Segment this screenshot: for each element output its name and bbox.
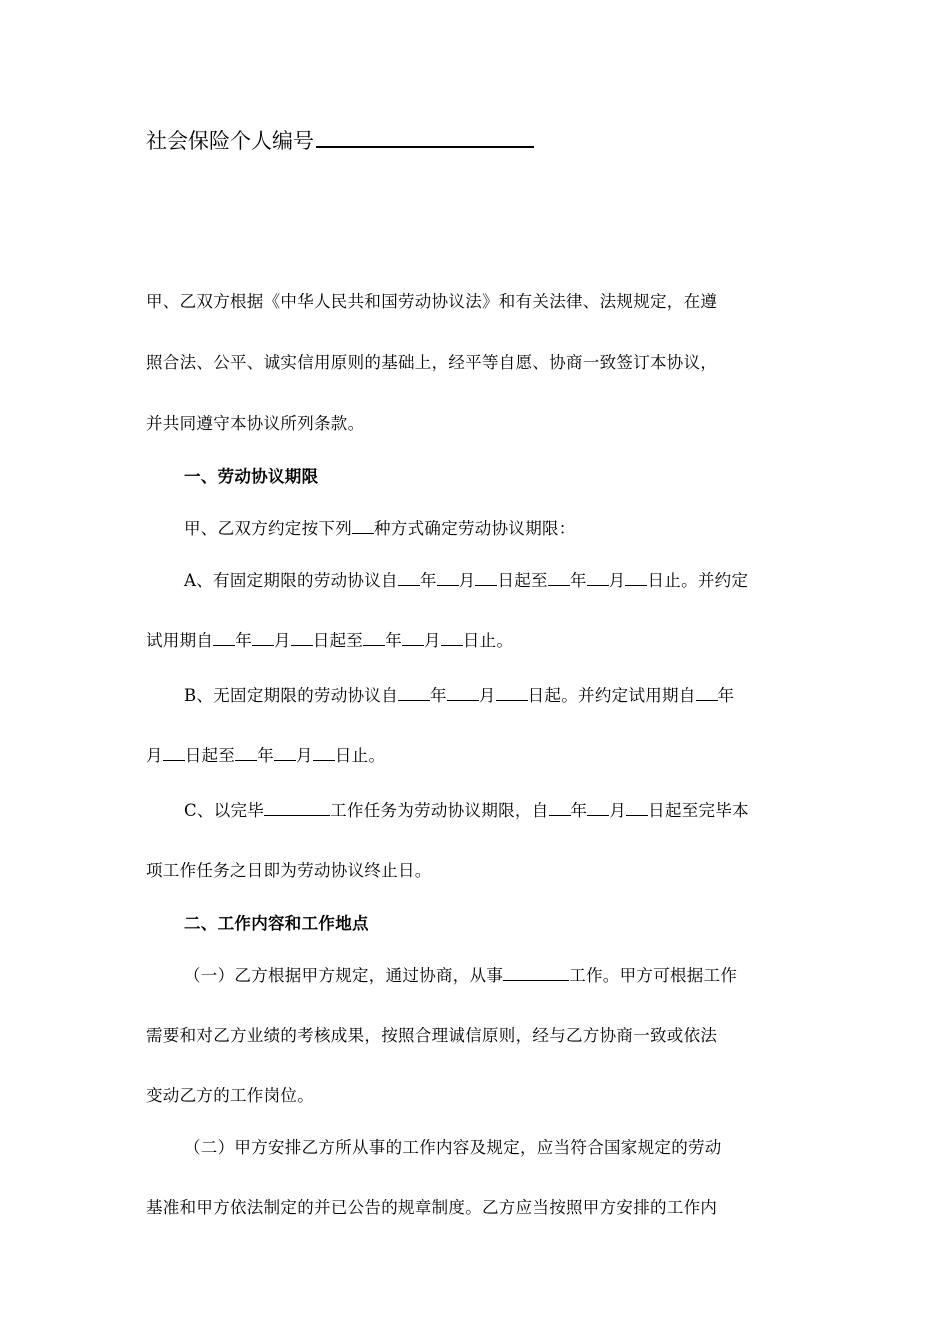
blank[interactable] [696, 684, 718, 701]
month-label: 月 [609, 801, 627, 820]
day-end-label: 日止。 [334, 746, 386, 765]
blank[interactable] [441, 629, 463, 646]
blank[interactable] [363, 629, 385, 646]
social-insurance-number-label: 社会保险个人编号 [146, 129, 314, 153]
section-1-title: 一、劳动协议期限 [184, 467, 319, 486]
year-label: 年 [430, 686, 447, 705]
year-label: 年 [419, 571, 437, 590]
option-a-line-2 [146, 627, 806, 651]
month-label: 月 [478, 686, 496, 705]
clause-2-line-2: 基准和甲方依法制定的并已公告的规章制度。乙方应当按照甲方安排的工作内 [146, 1198, 718, 1217]
blank[interactable] [402, 629, 424, 646]
day-from-label: 日起。并约定试用期自 [527, 686, 696, 705]
clause-1-line-2: 需要和对乙方业绩的考核成果，按照合理诚信原则，经与乙方协商一致或依法 [146, 1026, 718, 1045]
term-method-text-b: 种方式确定劳动协议期限： [374, 519, 576, 538]
clause-2-line-1: （二）甲方安排乙方所从事的工作内容及规定，应当符合国家规定的劳动 [184, 1138, 722, 1157]
blank[interactable] [437, 569, 459, 586]
day-from-label: 日起至 [184, 746, 236, 765]
option-b-text: B、无固定期限的劳动协议自 [184, 686, 399, 705]
blank[interactable] [475, 569, 497, 586]
blank[interactable] [252, 629, 274, 646]
blank[interactable] [163, 744, 185, 761]
clause-1-text-b: 工作。甲方可根据工作 [569, 966, 738, 985]
intro-line-3: 并共同遵守本协议所列条款。 [146, 414, 365, 433]
task-term-text: 工作任务为劳动协议期限，自 [330, 801, 549, 820]
year-label: 年 [235, 631, 253, 650]
clause-1-line-3: 变动乙方的工作岗位。 [146, 1086, 314, 1105]
month-label: 月 [608, 571, 626, 590]
blank[interactable] [587, 799, 609, 816]
social-insurance-number-line [146, 124, 534, 155]
year-label: 年 [257, 746, 275, 765]
day-from-label: 日起至 [497, 571, 548, 590]
year-label: 年 [570, 801, 588, 820]
probation-label: 试用期自 [146, 631, 214, 650]
intro-line-1: 甲、乙双方根据《中华人民共和国劳动协议法》和有关法律、法规规定，在遵 [146, 292, 718, 311]
term-method-text-a: 甲、乙双方约定按下列 [184, 519, 352, 538]
blank[interactable] [548, 569, 570, 586]
option-c-line-2: 项工作任务之日即为劳动协议终止日。 [146, 861, 432, 880]
option-c-text: C、以完毕 [184, 801, 265, 820]
clause-1-text-a: （一）乙方根据甲方规定，通过协商，从事 [184, 966, 504, 985]
blank[interactable] [213, 629, 235, 646]
year-label: 年 [717, 686, 735, 705]
option-b-line-1 [184, 682, 806, 706]
section-2-title: 二、工作内容和工作地点 [184, 914, 369, 933]
blank[interactable] [587, 569, 609, 586]
term-method-blank[interactable] [352, 517, 374, 534]
blank[interactable] [398, 569, 420, 586]
blank[interactable] [291, 629, 313, 646]
option-a-line-1 [184, 567, 806, 591]
month-label: 月 [424, 631, 441, 650]
blank[interactable] [274, 744, 296, 761]
month-label: 月 [274, 631, 291, 650]
option-a-text: A、有固定期限的劳动协议自 [184, 571, 398, 590]
blank[interactable] [313, 744, 335, 761]
month-label: 月 [146, 746, 163, 765]
term-method-line [184, 515, 806, 539]
blank[interactable] [398, 684, 430, 701]
year-label: 年 [569, 571, 587, 590]
year-label: 年 [385, 631, 403, 650]
blank[interactable] [496, 684, 528, 701]
month-label: 月 [458, 571, 476, 590]
day-end-label: 日止。 [462, 631, 514, 650]
blank[interactable] [625, 569, 647, 586]
day-end-label: 日止。并约定 [647, 571, 749, 590]
option-c-line-1 [184, 797, 806, 821]
day-until-label: 日起至完毕本 [648, 801, 749, 820]
intro-line-2: 照合法、公平、诚实信用原则的基础上，经平等自愿、协商一致签订本协议， [146, 353, 718, 372]
clause-1-line-1 [184, 962, 806, 986]
day-from-label: 日起至 [312, 631, 364, 650]
social-insurance-number-blank[interactable] [316, 124, 534, 148]
blank[interactable] [264, 799, 330, 816]
blank[interactable] [235, 744, 257, 761]
job-blank[interactable] [503, 964, 569, 981]
option-b-line-2 [146, 742, 806, 766]
month-label: 月 [296, 746, 313, 765]
blank[interactable] [549, 799, 571, 816]
blank[interactable] [626, 799, 648, 816]
blank[interactable] [447, 684, 479, 701]
